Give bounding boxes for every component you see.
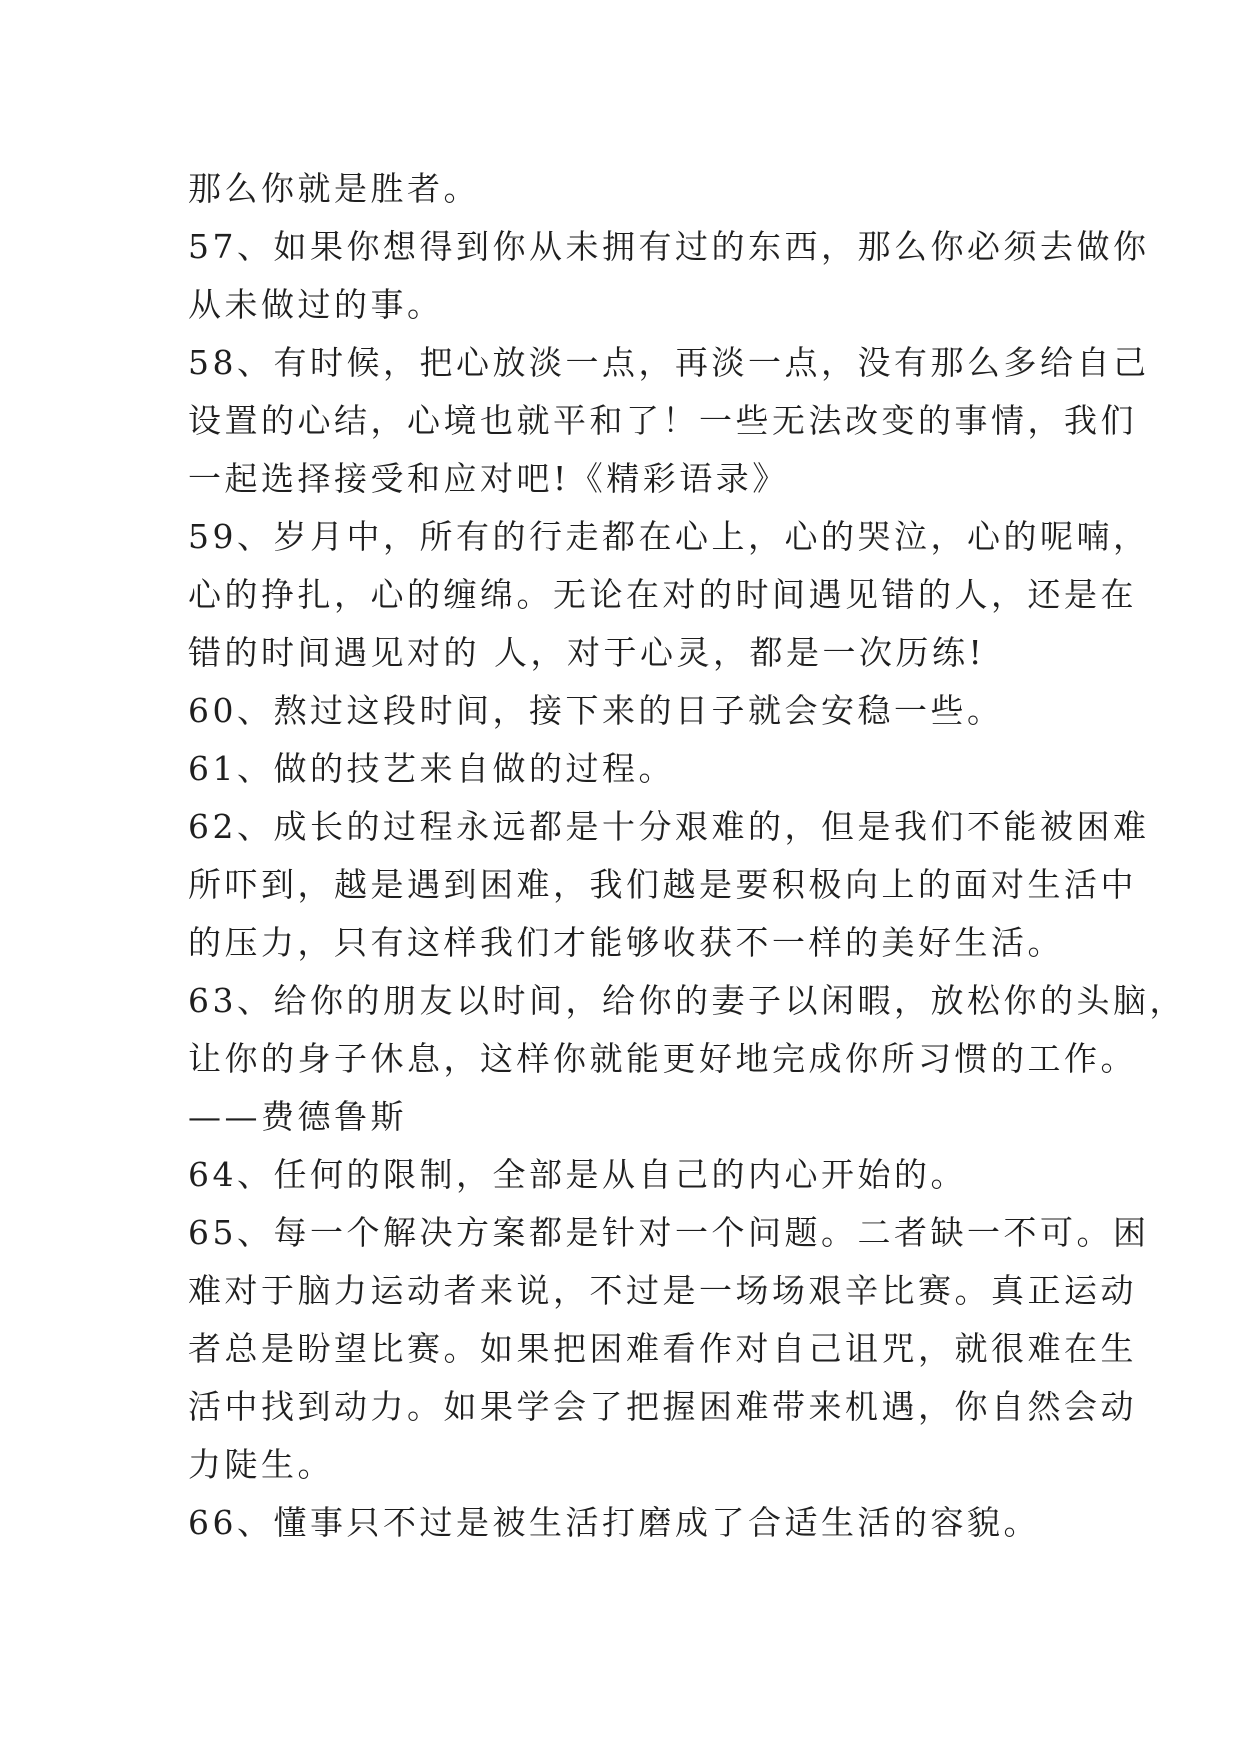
text-line: 的压力，只有这样我们才能够收获不一样的美好生活。 [188, 923, 1064, 962]
text-line: 那么你就是胜者。 [188, 169, 480, 208]
text-line: 让你的身子休息，这样你就能更好地完成你所习惯的工作。 [188, 1039, 1137, 1078]
text-line: 错的时间遇见对的 人，对于心灵，都是一次历练! [188, 633, 986, 672]
text-line: 64、任何的限制，全部是从自己的内心开始的。 [188, 1155, 967, 1194]
text-line: 心的挣扎，心的缠绵。无论在对的时间遇见错的人，还是在 [188, 575, 1137, 614]
text-line: 者总是盼望比赛。如果把困难看作对自己诅咒，就很难在生 [188, 1329, 1137, 1368]
text-line: 从未做过的事。 [188, 285, 444, 324]
text-line: 58、有时候，把心放淡一点，再淡一点，没有那么多给自己 [188, 343, 1150, 382]
text-line: 65、每一个解决方案都是针对一个问题。二者缺一不可。困 [188, 1213, 1150, 1252]
text-line: 所吓到，越是遇到困难，我们越是要积极向上的面对生活中 [188, 865, 1137, 904]
text-line: ——费德鲁斯 [188, 1097, 407, 1136]
text-line: 63、给你的朋友以时间，给你的妻子以闲暇，放松你的头脑， [188, 981, 1186, 1020]
text-line: 57、如果你想得到你从未拥有过的东西，那么你必须去做你 [188, 227, 1150, 266]
text-line: 62、成长的过程永远都是十分艰难的，但是我们不能被困难 [188, 807, 1150, 846]
text-line: 60、熬过这段时间，接下来的日子就会安稳一些。 [188, 691, 1004, 730]
text-line: 61、做的技艺来自做的过程。 [188, 749, 675, 788]
text-line: 66、懂事只不过是被生活打磨成了合适生活的容貌。 [188, 1503, 1040, 1542]
text-line: 难对于脑力运动者来说，不过是一场场艰辛比赛。真正运动 [188, 1271, 1137, 1310]
text-line: 活中找到动力。如果学会了把握困难带来机遇，你自然会动 [188, 1387, 1137, 1426]
text-line: 一起选择接受和应对吧!《精彩语录》 [188, 459, 789, 498]
text-line: 59、岁月中，所有的行走都在心上，心的哭泣，心的呢喃， [188, 517, 1150, 556]
text-line: 力陡生。 [188, 1445, 334, 1484]
text-line: 设置的心结，心境也就平和了！一些无法改变的事情，我们 [188, 401, 1137, 440]
